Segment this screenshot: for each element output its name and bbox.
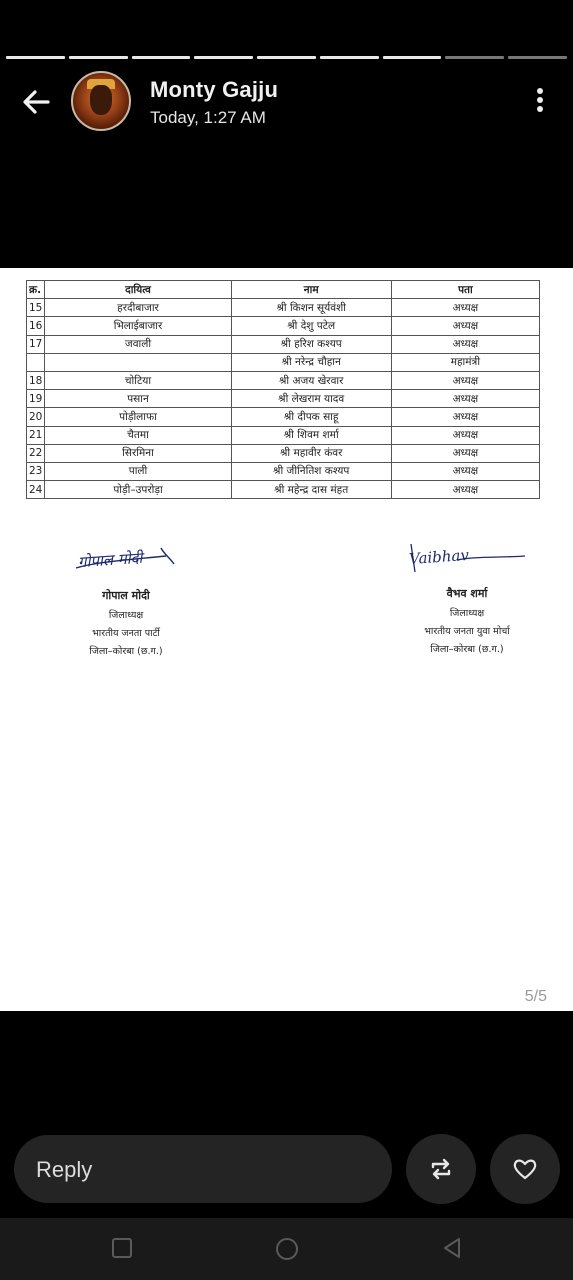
cell-place: पाली: [45, 462, 231, 480]
cell-number: 16: [27, 317, 45, 335]
avatar-figure: [90, 85, 112, 115]
signatory-org: भारतीय जनता पार्टी: [92, 628, 160, 639]
table-row: [27, 317, 540, 335]
office-bearers-table: [26, 280, 540, 499]
progress-segment: [69, 56, 128, 59]
progress-segment: [508, 56, 567, 59]
circle-icon[interactable]: [274, 1236, 300, 1262]
signatory-name: वैभव शर्मा: [446, 587, 488, 600]
cell-number: 20: [27, 408, 45, 426]
cell-number: 19: [27, 390, 45, 408]
cell-number: 17: [27, 335, 45, 353]
cell-name: श्री अजय खेरवार: [231, 371, 391, 389]
more-options-button[interactable]: [530, 88, 550, 118]
column-header: नाम: [231, 281, 391, 299]
signatory-title: जिलाध्यक्ष: [449, 608, 485, 619]
cell-place: भिलाईबाजार: [45, 317, 231, 335]
signature-right: [397, 536, 537, 582]
column-header: दायित्व: [45, 281, 231, 299]
cell-post: अध्यक्ष: [391, 371, 539, 389]
cell-name: श्री महेन्द्र दास मंहत: [231, 481, 391, 499]
table-row: [27, 371, 540, 389]
cell-number: [27, 353, 45, 371]
back-button[interactable]: [20, 86, 52, 118]
like-button[interactable]: [490, 1134, 560, 1204]
story-progress-bar: [6, 56, 567, 59]
cell-number: 18: [27, 371, 45, 389]
table-row: [27, 426, 540, 444]
table-header-row: [27, 281, 540, 299]
cell-post: अध्यक्ष: [391, 481, 539, 499]
signature-text: Vaibhav: [408, 545, 470, 569]
page-indicator: 5/5: [524, 988, 547, 1005]
table-row: [27, 299, 540, 317]
table-row: [27, 353, 540, 371]
progress-segment: [194, 56, 253, 59]
cell-place: जवाली: [45, 335, 231, 353]
cell-name: श्री शिवम शर्मा: [231, 426, 391, 444]
table-row: [27, 335, 540, 353]
cell-place: चोटिया: [45, 371, 231, 389]
signatory-name: गोपाल मोदी: [102, 589, 150, 602]
progress-segment: [257, 56, 316, 59]
cell-post: अध्यक्ष: [391, 462, 539, 480]
repost-button[interactable]: [406, 1134, 476, 1204]
cell-place: सिरमिना: [45, 444, 231, 462]
user-name[interactable]: Monty Gajju: [150, 77, 279, 102]
table-row: [27, 462, 540, 480]
column-header: क्र.: [27, 281, 45, 299]
avatar[interactable]: [71, 71, 131, 131]
signature-left: [66, 538, 186, 584]
cell-number: 24: [27, 481, 45, 499]
cell-post: अध्यक्ष: [391, 335, 539, 353]
signature-text: गोपाल मोदी: [77, 548, 143, 572]
signatory-right: [397, 536, 537, 655]
reply-input[interactable]: [14, 1135, 392, 1203]
table-row: [27, 390, 540, 408]
cell-post: अध्यक्ष: [391, 317, 539, 335]
table-row: [27, 408, 540, 426]
system-navigation-bar: [0, 1218, 573, 1280]
heart-icon: [512, 1156, 538, 1182]
signatory-district: जिला–कोरबा (छ.ग.): [430, 644, 504, 655]
table-row: [27, 481, 540, 499]
cell-name: श्री महावीर कंवर: [231, 444, 391, 462]
cell-name: श्री दीपक साहू: [231, 408, 391, 426]
reply-placeholder: Reply: [36, 1157, 93, 1182]
cell-place: चैतमा: [45, 426, 231, 444]
cell-place: [45, 353, 231, 371]
cell-number: 23: [27, 462, 45, 480]
triangle-back-icon[interactable]: [440, 1236, 464, 1260]
signatory-title: जिलाध्यक्ष: [108, 610, 144, 621]
cell-number: 22: [27, 444, 45, 462]
cell-name: श्री नरेन्द्र चौहान: [231, 353, 391, 371]
cell-place: पोड़ीलाफा: [45, 408, 231, 426]
cell-post: अध्यक्ष: [391, 390, 539, 408]
progress-segment: [320, 56, 379, 59]
cell-post: अध्यक्ष: [391, 299, 539, 317]
cell-name: श्री जीनितिश कश्यप: [231, 462, 391, 480]
progress-segment: [132, 56, 191, 59]
repeat-icon: [428, 1156, 454, 1182]
cell-name: श्री हरिश कश्यप: [231, 335, 391, 353]
cell-place: पसान: [45, 390, 231, 408]
cell-number: 15: [27, 299, 45, 317]
cell-post: अध्यक्ष: [391, 408, 539, 426]
cell-name: श्री लेखराम यादव: [231, 390, 391, 408]
more-vertical-icon: [537, 88, 543, 94]
post-time: Today, 1:27 AM: [150, 108, 266, 127]
cell-number: 21: [27, 426, 45, 444]
signatory-left: [66, 538, 186, 657]
square-icon[interactable]: [110, 1236, 134, 1260]
progress-segment: [6, 56, 65, 59]
signatory-district: जिला–कोरबा (छ.ग.): [89, 646, 163, 657]
progress-segment: [383, 56, 442, 59]
cell-post: अध्यक्ष: [391, 426, 539, 444]
cell-name: श्री देशु पटेल: [231, 317, 391, 335]
column-header: पता: [391, 281, 539, 299]
cell-place: पोड़ी–उपरोड़ा: [45, 481, 231, 499]
cell-post: अध्यक्ष: [391, 444, 539, 462]
cell-post: महामंत्री: [391, 353, 539, 371]
arrow-left-icon: [20, 86, 52, 118]
story-document: [0, 268, 573, 1011]
signatory-org: भारतीय जनता युवा मोर्चा: [424, 626, 510, 637]
cell-name: श्री किशन सूर्यवंशी: [231, 299, 391, 317]
table-row: [27, 444, 540, 462]
cell-place: हरदीबाजार: [45, 299, 231, 317]
progress-segment: [445, 56, 504, 59]
